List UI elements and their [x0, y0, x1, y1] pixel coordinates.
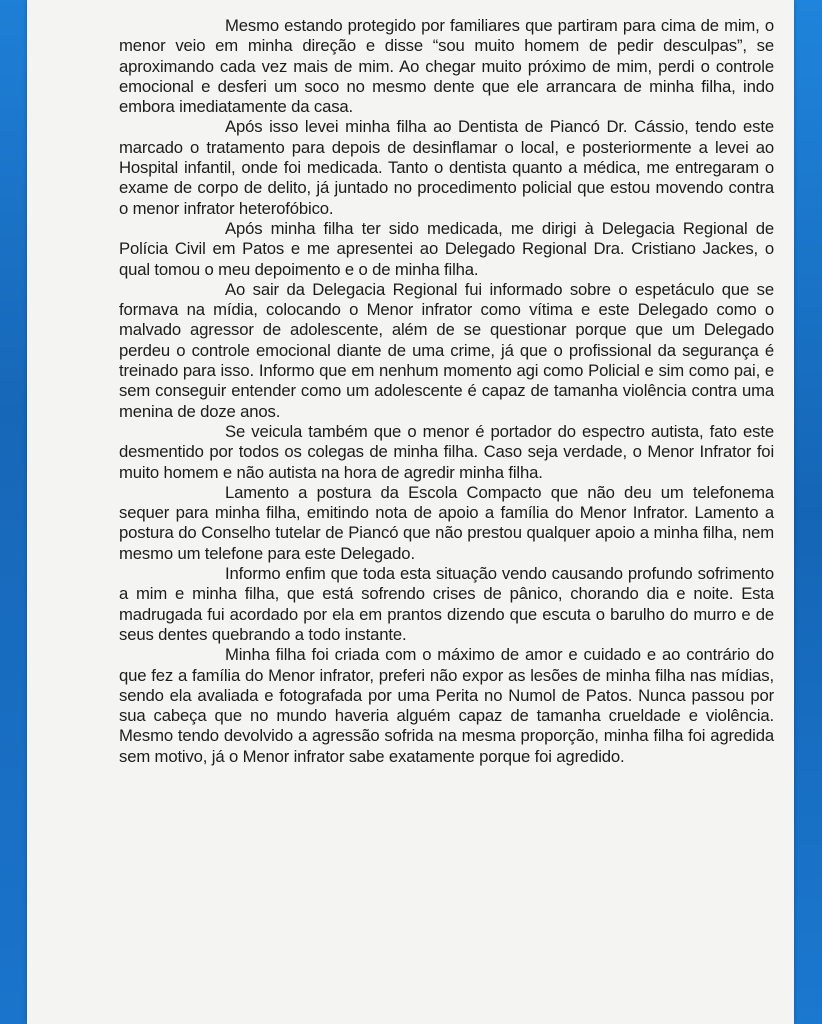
- paragraph-6: Lamento a postura da Escola Compacto que não deu um telefonema sequer para minha filha, emitindo nota de apoio a família do Menor Infrator. Lamento a postura do Conselho tutelar de Piancó que não prestou qualquer apoio a minha filha, nem mesmo um telefone para este Delegado.: [119, 482, 774, 563]
- paragraph-5: Se veicula também que o menor é portador do espectro autista, fato este desmentido por todos os colegas de minha filha. Caso seja verdade, o Menor Infrator foi muito homem e não autista na hora de agredir minha filha.: [119, 421, 774, 482]
- document-page: [27, 0, 794, 1024]
- paragraph-4: Ao sair da Delegacia Regional fui informado sobre o espetáculo que se formava na mídia, colocando o Menor infrator como vítima e este Delegado como o malvado agressor de adolescente, além de se questionar porque que um Delegado perdeu o controle emocional diante de uma crime, já que o profissional da segurança é treinado para isso. Informo que em nenhum momento agi como Policial e sim como pai, e sem conseguir entender como um adolescente é capaz de tamanha violência contra uma menina de doze anos.: [119, 279, 774, 421]
- paragraph-7: Informo enfim que toda esta situação vendo causando profundo sofrimento a mim e minha filha, que está sofrendo crises de pânico, chorando dia e noite. Esta madrugada fui acordado por ela em prantos dizendo que escuta o barulho do murro e de seus dentes quebrando a todo instante.: [119, 564, 774, 644]
- document-body: [119, 16, 774, 767]
- paragraph-8: Minha filha foi criada com o máximo de amor e cuidado e ao contrário do que fez a família do Menor infrator, preferi não expor as lesões de minha filha nas mídias, sendo ela avaliada e fotografada por uma Perita no Numol de Patos. Nunca passou por sua cabeça que no mundo haveria alguém capaz de tamanha crueldade e violência. Mesmo tendo devolvido a agressão sofrida na mesma proporção, minha filha foi agredida sem motivo, já o Menor infrator sabe exatamente porque foi agredido.: [119, 645, 774, 766]
- paragraph-1: Mesmo estando protegido por familiares que partiram para cima de mim, o menor veio em minha direção e disse “sou muito homem de pedir desculpas”, se aproximando cada vez mais de mim. Ao chegar muito próximo de mim, perdi o controle emocional e desferi um soco no mesmo dente que ele arrancara de minha filha, indo embora imediatamente da casa.: [119, 16, 774, 117]
- paragraph-2: Após isso levei minha filha ao Dentista de Piancó Dr. Cássio, tendo este marcado o tratamento para depois de desinflamar o local, e posteriormente a levei ao Hospital infantil, onde foi medicada. Tanto o dentista quanto a médica, me entregaram o exame de corpo de delito, já juntado no procedimento policial que estou movendo contra o menor infrator heterofóbico.: [119, 117, 774, 218]
- paragraph-3: Após minha filha ter sido medicada, me dirigi à Delegacia Regional de Polícia Civil em Patos e me apresentei ao Delegado Regional Dra. Cristiano Jackes, o qual tomou o meu depoimento e o de minha filha.: [119, 218, 774, 279]
